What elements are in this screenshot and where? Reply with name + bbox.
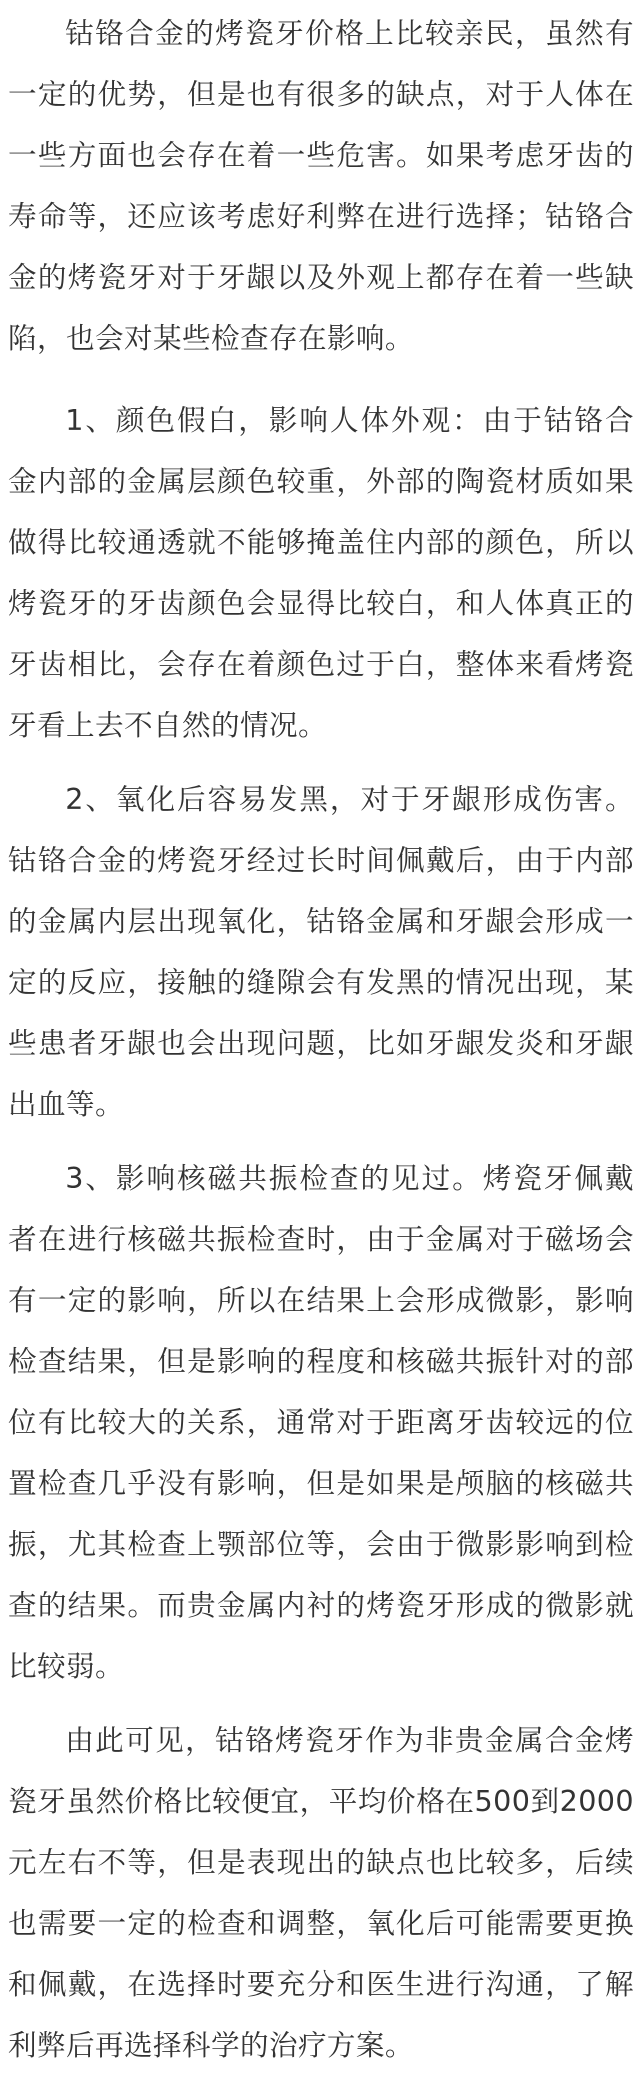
point-3-paragraph: 3、影响核磁共振检查的见过。烤瓷牙佩戴者在进行核磁共振检查时，由于金属对于磁场会有一定的影响，所以在结果上会形成微影，影响检查结果，但是影响的程度和核磁共振针对的部位有比较大的关系，通常对于距离牙齿较远的位置检查几乎没有影响，但是如果是颅脑的核磁共振，尤其检查上颚部位等，会由于微影影响到检查的结果。而贵金属内衬的烤瓷牙形成的微影就比较弱。 bbox=[8, 1161, 634, 1683]
point-2-paragraph: 2、氧化后容易发黑，对于牙龈形成伤害。钴铬合金的烤瓷牙经过长时间佩戴后，由于内部的金属内层出现氧化，钴铬金属和牙龈会形成一定的反应，接触的缝隙会有发黑的情况出现，某些患者牙龈也会出现问题，比如牙龈发炎和牙龈出血等。 bbox=[8, 782, 634, 1121]
article-body bbox=[0, 3, 640, 2076]
conclusion-paragraph: 由此可见，钴铬烤瓷牙作为非贵金属合金烤瓷牙虽然价格比较便宜，平均价格在500到2000元左右不等，但是表现出的缺点也比较多，后续也需要一定的检查和调整，氧化后可能需要更换和佩戴，在选择时要充分和医生进行沟通，了解利弊后再选择科学的治疗方案。 bbox=[8, 1723, 634, 2062]
point-1-paragraph: 1、颜色假白，影响人体外观：由于钴铬合金内部的金属层颜色较重，外部的陶瓷材质如果做得比较通透就不能够掩盖住内部的颜色，所以烤瓷牙的牙齿颜色会显得比较白，和人体真正的牙齿相比，会存在着颜色过于白，整体来看烤瓷牙看上去不自然的情况。 bbox=[8, 403, 634, 742]
intro-paragraph: 钴铬合金的烤瓷牙价格上比较亲民，虽然有一定的优势，但是也有很多的缺点，对于人体在一些方面也会存在着一些危害。如果考虑牙齿的寿命等，还应该考虑好利弊在进行选择；钴铬合金的烤瓷牙对于牙龈以及外观上都存在着一些缺陷，也会对某些检查存在影响。 bbox=[8, 16, 634, 355]
